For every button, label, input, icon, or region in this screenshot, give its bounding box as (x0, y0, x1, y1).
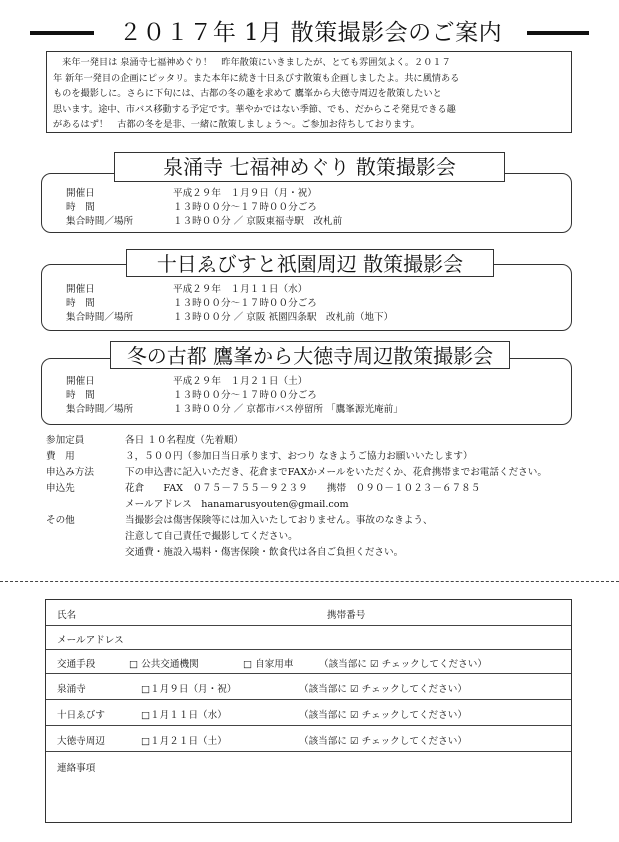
check-instruction: （該当部に ☑ チェックしてください） (299, 684, 467, 695)
row-label: 集合時間／場所 (66, 216, 134, 227)
info-email: メールアドレス hanamarusyouten@gmail.com (125, 499, 349, 510)
info-apply-method (46, 465, 586, 481)
row-label: 時 間 (66, 390, 95, 401)
row-value: 平成２９年 １月１１日（水） (173, 284, 308, 295)
row-value: １３時００分 ／ 京阪東福寺駅 改札前 (173, 216, 343, 227)
row-value: 平成２９年 １月２１日（土） (173, 376, 308, 387)
event-details-sennyuji (66, 187, 566, 229)
info-capacity (46, 433, 586, 449)
row-label: 集合時間／場所 (66, 312, 134, 323)
info-value: 下の申込書に記入いただき、花倉までFAXかメールをいただくか、花倉携帯までお電話ください。 (125, 467, 547, 478)
info-section (46, 433, 586, 561)
check-instruction: （該当部に ☑ チェックしてください） (299, 710, 467, 721)
event-details-ebisu (66, 283, 566, 325)
form-row-ebisu (46, 700, 571, 726)
event-title-ebisu: 十日ゑびすと祇園周辺 散策撮影会 (126, 249, 494, 277)
row-label: 時 間 (66, 202, 95, 213)
transport-label: 交通手段 (57, 659, 96, 670)
cut-line (0, 581, 619, 582)
info-label: 参加定員 (46, 435, 85, 446)
form-row-transport (46, 650, 571, 674)
event-row-time (66, 389, 566, 403)
page-title: ２０１７年 1月 散策撮影会のご案内 (118, 20, 503, 46)
form-notes-area[interactable] (46, 752, 571, 822)
transport-car-checkbox[interactable]: □ 自家用車 (243, 659, 294, 670)
row-label: 開催日 (66, 188, 95, 199)
event-row-time (66, 297, 566, 311)
info-value: ３，５００円（参加日当日承ります、おつり なきようご協力お願いいたします） (125, 451, 473, 462)
event-label: 大徳寺周辺 (57, 736, 105, 747)
info-label: 費 用 (46, 451, 75, 462)
notes-label: 連絡事項 (57, 763, 96, 774)
application-form (45, 599, 572, 823)
info-other (46, 513, 586, 561)
event-row-meeting (66, 403, 566, 417)
event-row-meeting (66, 311, 566, 325)
check-instruction: （該当部に ☑ チェックしてください） (299, 736, 467, 747)
row-label: 時 間 (66, 298, 95, 309)
row-label: 開催日 (66, 284, 95, 295)
row-label: 集合時間／場所 (66, 404, 134, 415)
event-details-takagamine (66, 375, 566, 417)
row-value: １３時００分～１７時００分ごろ (173, 202, 317, 213)
event-row-date (66, 187, 566, 201)
row-value: １３時００分 ／ 京都市バス停留所 「鷹峯源光庵前」 (173, 404, 403, 415)
info-value: 当撮影会は傷害保険等には加入いたしておりません。事故のなきよう、 (125, 515, 433, 526)
header-rule-right (527, 31, 589, 35)
event-row-time (66, 201, 566, 215)
transport-public-checkbox[interactable]: □ 公共交通機関 (129, 659, 199, 670)
row-value: １３時００分～１７時００分ごろ (173, 298, 317, 309)
name-label: 氏名 (57, 610, 77, 621)
date-checkbox-daitokuji[interactable]: □１月２１日（土） (141, 736, 227, 747)
row-value: １３時００分～１７時００分ごろ (173, 390, 317, 401)
info-label: 申込先 (46, 483, 75, 494)
info-value: 花倉 FAX ０７５－７５５－９２３９ 携帯 ０９０－１０２３－６７８５ (125, 483, 481, 494)
phone-label: 携帯番号 (327, 610, 366, 621)
event-row-date (66, 283, 566, 297)
event-title-sennyuji: 泉涌寺 七福神めぐり 散策撮影会 (114, 152, 505, 182)
row-value: １３時００分 ／ 京阪 祇園四条駅 改札前（地下） (173, 312, 394, 323)
info-label: その他 (46, 515, 75, 526)
row-value: 平成２９年 １月９日（月・祝） (173, 188, 317, 199)
info-value: 交通費・施設入場料・傷害保険・飲食代は各自ご負担ください。 (125, 547, 404, 558)
info-label: 申込み方法 (46, 467, 94, 478)
intro-text: 来年一発目は 泉涌寺七福神めぐり！ 昨年散策にいきましたが、とても雰囲気よく。２０１７ 年 新年一発目の企画にピッタリ。また本年に続き十日ゑびす散策も企画しましたよ。共に風情ある ものを撮影しに。さらに下旬には、古都の冬の趣を求めて 鷹峯から大徳寺周辺を散策したいと 思います。途中、市バス移動する予定です。華やかではない季節、でも、だからこそ発見できる趣 があるはず！ 古都の冬を是非、一緒に散策しましょう～。ご参加お待ちしております。 (53, 57, 460, 130)
row-label: 開催日 (66, 376, 95, 387)
info-fee (46, 449, 586, 465)
form-row-sennyuji (46, 674, 571, 700)
form-row-daitokuji (46, 726, 571, 752)
header-rule-left (30, 31, 94, 35)
info-contact (46, 481, 586, 513)
event-row-date (66, 375, 566, 389)
form-row-name[interactable] (46, 600, 571, 626)
email-label: メールアドレス (57, 635, 124, 646)
event-title-takagamine: 冬の古都 鷹峯から大徳寺周辺散策撮影会 (110, 341, 510, 369)
form-row-email[interactable] (46, 626, 571, 650)
date-checkbox-ebisu[interactable]: □１月１１日（水） (141, 710, 227, 721)
date-checkbox-sennyuji[interactable]: □１月９日（月・祝） (141, 684, 237, 695)
event-label: 十日ゑびす (57, 710, 105, 721)
info-value: 各日 １０名程度（先着順） (125, 435, 244, 446)
event-row-meeting (66, 215, 566, 229)
check-instruction: （該当部に ☑ チェックしてください） (319, 659, 487, 670)
info-value: 注意して自己責任で撮影してください。 (125, 531, 298, 542)
event-label: 泉涌寺 (57, 684, 86, 695)
